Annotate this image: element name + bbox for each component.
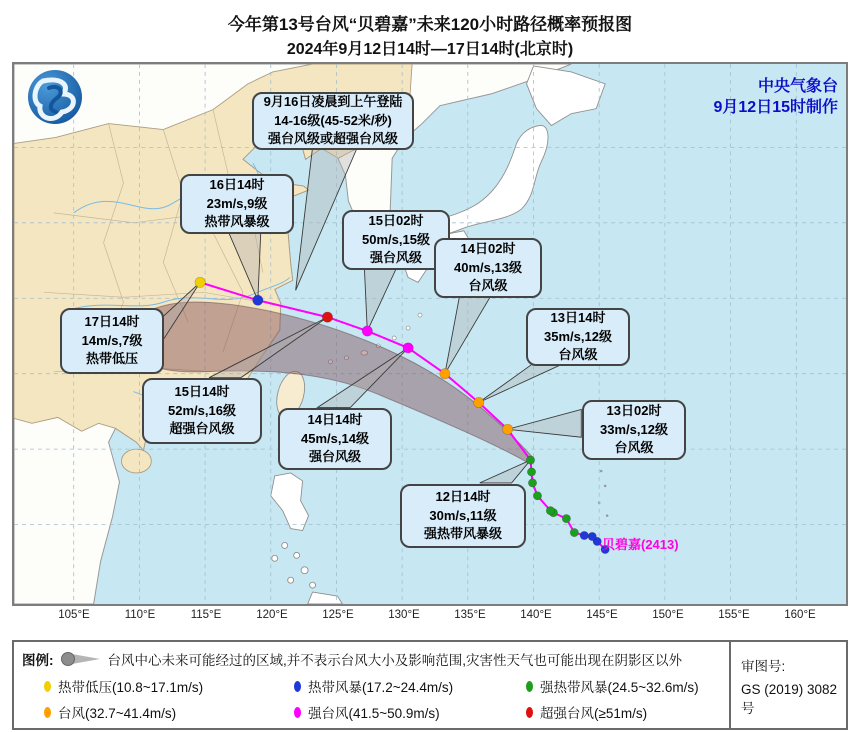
observed-track-point <box>533 492 541 500</box>
legend-item-label: 强台风(41.5~50.9m/s) <box>308 706 440 721</box>
agency-name: 中央气象台 <box>757 78 838 95</box>
legend-color-dot <box>44 681 51 692</box>
cma-logo-icon <box>26 68 84 126</box>
legend-items <box>44 673 746 725</box>
legend-item-label: 热带低压(10.8~17.1m/s) <box>58 680 204 695</box>
legend-color-dot <box>294 707 301 718</box>
lon-tick-label: 110°E <box>124 609 156 621</box>
callout-12d14h: 12日14时 30m/s,11级 强热带风暴级 <box>400 484 526 548</box>
lon-tick-label: 130°E <box>388 609 420 621</box>
observed-track-point <box>528 479 536 487</box>
legend-item <box>526 673 746 699</box>
callout-17d14h: 17日14时 14m/s,7级 热带低压 <box>60 308 164 374</box>
observed-track-point <box>588 532 596 540</box>
forecast-track-point <box>253 295 263 305</box>
lon-tick-label: 105°E <box>58 609 90 621</box>
observed-track-point <box>546 507 554 515</box>
legend-color-dot <box>526 707 533 718</box>
page-subtitle: 2024年9月12日14时—17日14时(北京时) <box>286 41 574 58</box>
legend-color-dot <box>294 681 301 692</box>
agency-credit <box>714 76 839 118</box>
legend-item-label: 超强台风(≥51m/s) <box>540 706 648 721</box>
legend-item <box>294 673 526 699</box>
observed-track-point <box>526 456 534 464</box>
legend-box <box>12 640 848 730</box>
forecast-cone-icon <box>60 651 102 667</box>
legend-item <box>44 673 294 699</box>
forecast-track-point <box>474 397 484 407</box>
legend-item-label: 台风(32.7~41.4m/s) <box>58 706 177 721</box>
callout-14d14h: 14日14时 45m/s,14级 强台风级 <box>278 408 392 470</box>
forecast-track-point <box>403 343 413 353</box>
observed-track-point <box>570 528 578 536</box>
forecast-track-point <box>440 369 450 379</box>
lon-tick-label: 160°E <box>784 609 816 621</box>
legend-item-label: 强热带风暴(24.5~32.6m/s) <box>540 680 699 695</box>
lon-tick-label: 140°E <box>520 609 552 621</box>
callout-15d14h: 15日14时 52m/s,16级 超强台风级 <box>142 378 262 444</box>
forecast-track-point <box>322 312 332 322</box>
lon-tick-label: 135°E <box>454 609 486 621</box>
legend-color-dot <box>526 681 533 692</box>
legend-item-label: 热带风暴(17.2~24.4m/s) <box>308 680 454 695</box>
callout-landfall: 9月16日凌晨到上午登陆 14-16级(45-52米/秒) 强台风级或超强台风级 <box>252 92 414 150</box>
page-title: 今年第13号台风“贝碧嘉”未来120小时路径概率预报图 <box>227 15 633 34</box>
callout-13d02h: 13日02时 33m/s,12级 台风级 <box>582 400 686 460</box>
legend-item <box>526 699 746 725</box>
lon-tick-label: 120°E <box>256 609 288 621</box>
observed-track-point <box>580 531 588 539</box>
callout-13d14h: 13日14时 35m/s,12级 台风级 <box>526 308 630 366</box>
lon-tick-label: 150°E <box>652 609 684 621</box>
longitude-axis <box>0 609 860 625</box>
lon-tick-label: 125°E <box>322 609 354 621</box>
legend-title: 图例: <box>22 653 54 668</box>
legend-item <box>294 699 526 725</box>
callout-14d02h: 14日02时 40m/s,13级 台风级 <box>434 238 542 298</box>
issue-time: 9月12日15时制作 <box>713 99 838 116</box>
lon-tick-label: 145°E <box>586 609 618 621</box>
lon-tick-label: 155°E <box>718 609 750 621</box>
legend-color-dot <box>44 707 51 718</box>
observed-track-point <box>562 514 570 522</box>
storm-name-label: 贝碧嘉(2413) <box>602 537 679 552</box>
legend-item <box>44 699 294 725</box>
lon-tick-label: 115°E <box>190 609 222 621</box>
map-review-number: 审图号: GS (2019) 3082号 <box>729 642 846 728</box>
callout-15d02h: 15日02时 50m/s,15级 强台风级 <box>342 210 450 270</box>
legend-cone-note: 台风中心未来可能经过的区域,并不表示台风大小及影响范围,灾害性天气也可能出现在阴影区以外 <box>107 653 683 668</box>
forecast-track-point <box>502 424 512 434</box>
observed-track-point <box>527 468 535 476</box>
forecast-map <box>12 62 848 606</box>
forecast-track-point <box>195 277 205 287</box>
forecast-track-point <box>362 326 372 336</box>
callout-16d14h: 16日14时 23m/s,9级 热带风暴级 <box>180 174 294 234</box>
